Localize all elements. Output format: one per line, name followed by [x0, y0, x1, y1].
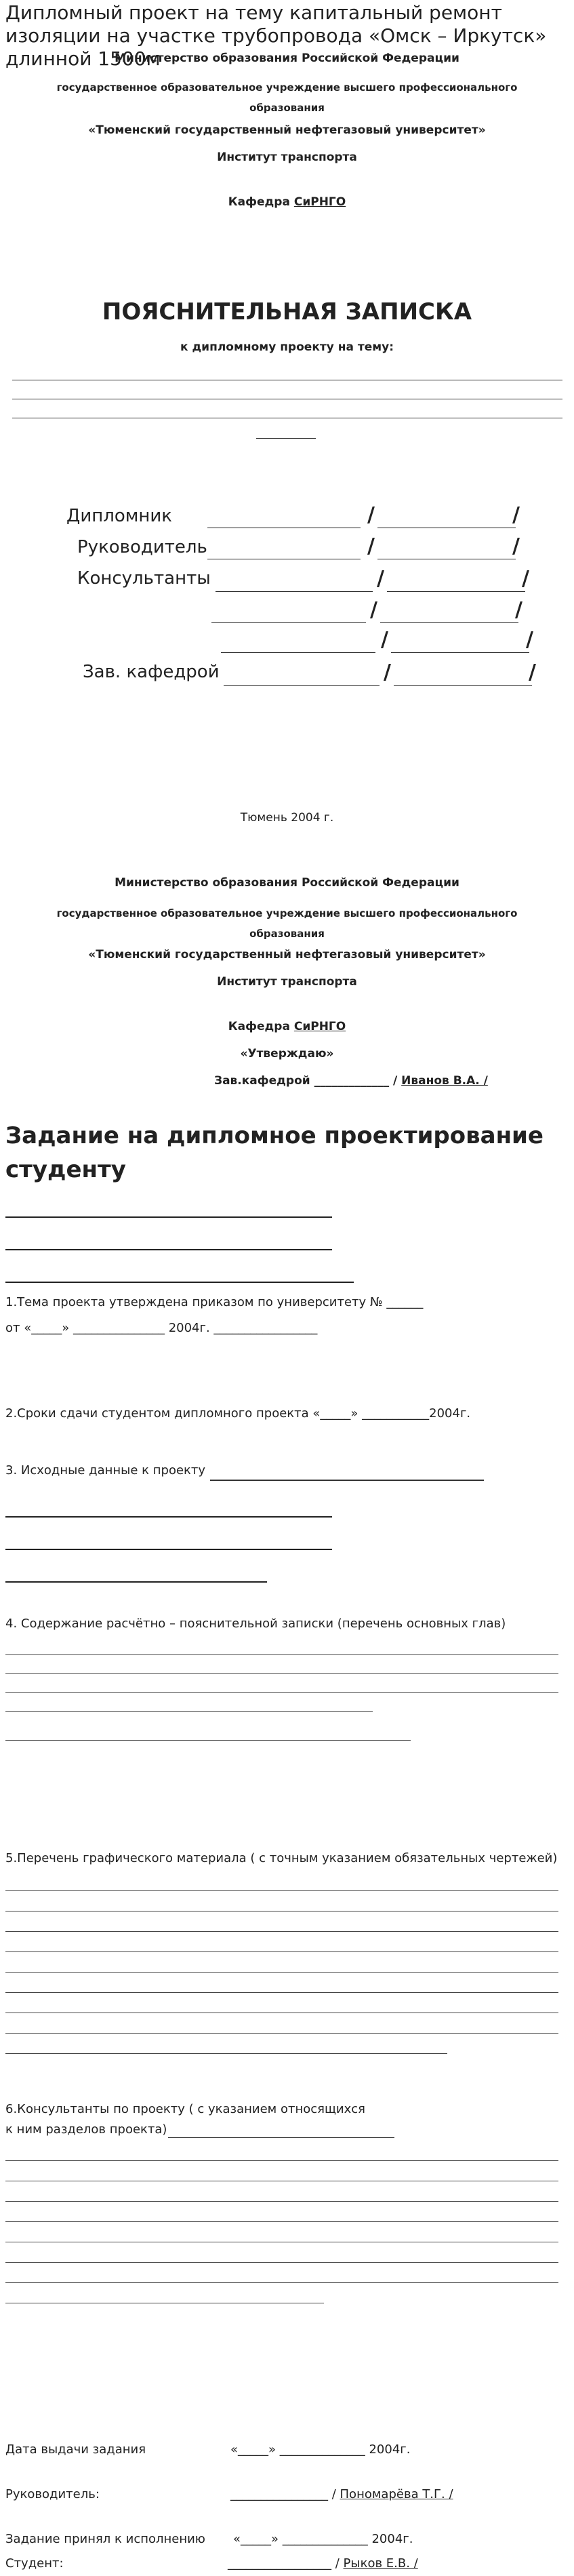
- item-3: 3. Исходные данные к проекту: [5, 1463, 206, 1478]
- item-6-line-6-blank: [5, 2262, 558, 2263]
- approve-text: «Утверждаю»: [240, 1047, 334, 1061]
- accepted-date-value: «_____» ______________ 2004г.: [233, 2532, 413, 2546]
- signature-slash: /: [381, 628, 388, 652]
- signature-slash: /: [522, 567, 529, 591]
- signature-slash: /: [526, 628, 533, 652]
- student-line-2: [5, 1249, 332, 1250]
- explanatory-note-subheading: к дипломному проекту на тему:: [180, 340, 394, 354]
- item-4-line-2: [5, 1673, 558, 1674]
- student-name: Рыков Е.В. /: [343, 2556, 418, 2571]
- signature-slash: /: [377, 567, 384, 591]
- supervisor-name: Пономарёва Т.Г. /: [340, 2487, 453, 2501]
- item-4-line-5: [5, 1740, 411, 1741]
- item-6-line-7-blank: [5, 2282, 558, 2283]
- signature-label-head: Зав. кафедрой: [83, 662, 220, 682]
- item-2: 2.Сроки сдачи студентом дипломного проекта «_____» ___________2004г.: [5, 1406, 471, 1421]
- student-line-1: [5, 1216, 332, 1218]
- institution-text: государственное образовательное учреждение высшего профессионального образования: [56, 81, 518, 114]
- signature-line-consultant-2: [211, 622, 366, 623]
- signature-slash: /: [529, 660, 536, 684]
- supervisor-signature: [230, 2487, 453, 2501]
- student-blank: _________________ /: [228, 2556, 344, 2571]
- supervisor-label: Руководитель:: [5, 2487, 100, 2501]
- signature-name-line-consultant-2: [380, 622, 518, 623]
- university-text-2: «Тюменский государственный нефтегазовый университет»: [88, 948, 486, 962]
- signature-label-supervisor: Руководитель: [77, 537, 207, 557]
- item-1-line-1: 1.Тема проекта утверждена приказом по университету № ______: [5, 1295, 424, 1309]
- head-approval-prefix: Зав.кафедрой _____________ /: [214, 1074, 402, 1088]
- item-3-line-3: [5, 1581, 267, 1583]
- item-6-line-1-blank: [5, 2160, 558, 2161]
- signature-label-diplomnik: Дипломник: [66, 506, 172, 526]
- signature-slash: /: [367, 534, 375, 558]
- document-title: Дипломный проект на тему капитальный ремонт изоляции на участке трубопровода «Омск – Иркутск» длинной 1500м: [5, 1, 547, 70]
- signature-slash: /: [515, 598, 522, 622]
- institute-text-2: Институт транспорта: [217, 975, 357, 989]
- supervisor-blank: ________________ /: [230, 2487, 340, 2501]
- topic-line-4: [256, 438, 316, 439]
- signature-name-line-consultant-1: [387, 591, 525, 592]
- institute-text: Институт транспорта: [217, 151, 357, 164]
- signature-name-line-head: [394, 685, 532, 686]
- head-approval-name: Иванов В.А. /: [401, 1074, 488, 1088]
- department-name: СиРНГО: [293, 195, 346, 209]
- item-5-line-9: [5, 2053, 447, 2054]
- signature-line-consultant-3: [221, 652, 375, 653]
- signature-slash: /: [384, 660, 391, 684]
- signature-slash: /: [512, 503, 520, 527]
- item-4-line-1: [5, 1654, 558, 1655]
- city-year-text: Тюмень 2004 г.: [240, 811, 334, 825]
- item-3-line-1: [5, 1516, 332, 1518]
- student-line-3: [5, 1282, 354, 1283]
- accepted-label: Задание принял к исполнению: [5, 2532, 205, 2546]
- signature-slash: /: [370, 598, 377, 622]
- item-5-line-3: [5, 1931, 558, 1932]
- signature-line-head: [224, 685, 380, 686]
- item-3-input-line: [210, 1480, 484, 1481]
- issue-date-value: «_____» ______________ 2004г.: [230, 2442, 411, 2457]
- item-6-line-1: 6.Консультанты по проекту ( с указанием относящихся: [5, 2102, 366, 2116]
- item-5-line-5: [5, 1972, 558, 1973]
- item-5-line-1: [5, 1890, 558, 1891]
- signature-line-consultant-1: [216, 591, 373, 592]
- issue-date-label: Дата выдачи задания: [5, 2442, 146, 2457]
- item-4-line-3: [5, 1692, 558, 1693]
- signature-slash: /: [512, 534, 520, 558]
- item-6-line-2: к ним разделов проекта): [5, 2122, 167, 2137]
- student-signature: [228, 2556, 418, 2571]
- item-5-line-6: [5, 1992, 558, 1993]
- department-prefix: Кафедра: [228, 1020, 294, 1033]
- item-5-line-8: [5, 2033, 558, 2034]
- institution-text-2: государственное образовательное учреждение высшего профессионального образования: [56, 907, 518, 940]
- signature-name-line-consultant-3: [391, 652, 529, 653]
- signature-slash: /: [367, 503, 375, 527]
- item-5-line-4: [5, 1951, 558, 1952]
- head-approval-line: [214, 1074, 488, 1088]
- signature-label-consultants: Консультанты: [77, 568, 211, 589]
- item-3-line-2: [5, 1549, 332, 1550]
- item-6-line-4-blank: [5, 2221, 558, 2222]
- ministry-text-2: Министерство образования Российской Федерации: [115, 876, 459, 890]
- ministry-text: Министерство образования Российской Федерации: [115, 52, 459, 65]
- department-line: [0, 195, 574, 209]
- item-1-line-2: от «_____» _______________ 2004г. _________________: [5, 1321, 318, 1335]
- assignment-heading: Задание на дипломное проектирование студенту: [5, 1122, 544, 1183]
- item-4-line-4: [5, 1711, 373, 1712]
- department-name: СиРНГО: [293, 1020, 346, 1033]
- department-prefix: Кафедра: [228, 195, 294, 209]
- student-label: Студент:: [5, 2556, 64, 2571]
- item-6-line-3-blank: [5, 2201, 558, 2202]
- item-4: 4. Содержание расчётно – пояснительной записки (перечень основных глав): [5, 1617, 506, 1631]
- explanatory-note-heading: ПОЯСНИТЕЛЬНАЯ ЗАПИСКА: [102, 298, 472, 325]
- item-6-input-line: [168, 2137, 394, 2138]
- department-line-2: [0, 1020, 574, 1033]
- item-5: 5.Перечень графического материала ( с точным указанием обязательных чертежей): [5, 1851, 558, 1865]
- university-text: «Тюменский государственный нефтегазовый университет»: [88, 123, 486, 137]
